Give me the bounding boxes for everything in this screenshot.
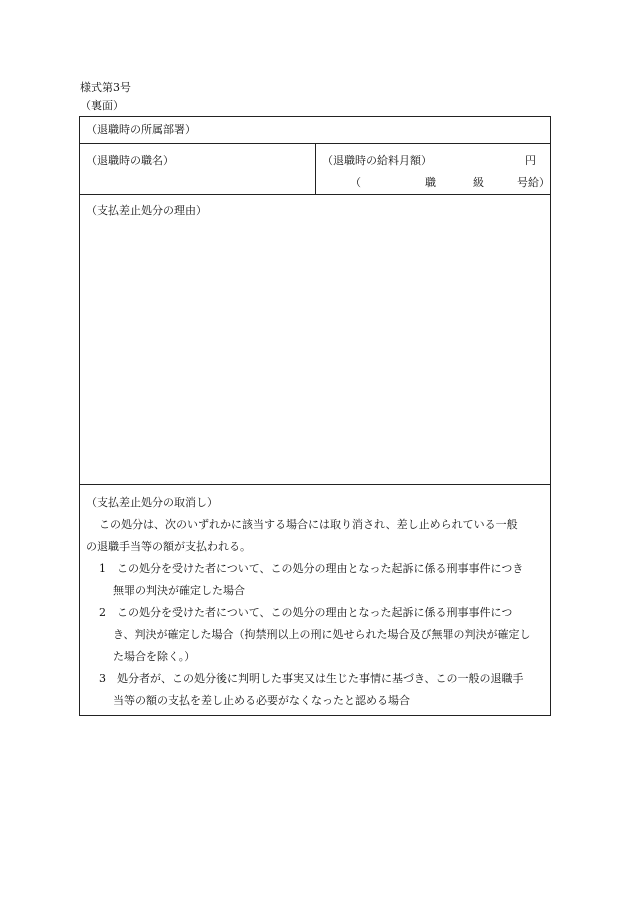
post-salary-row xyxy=(80,144,550,195)
salary-unit: 円 xyxy=(525,154,536,167)
cancellation-intro-line-2: の退職手当等の額が支払われる。 xyxy=(86,540,251,553)
cancellation-item-1-line-1: 1 この処分を受けた者について、この処分の理由となった起訴に係る刑事事件につき xyxy=(99,562,524,575)
form-table xyxy=(79,116,551,716)
department-label: （退職時の所属部署） xyxy=(86,123,196,136)
cancellation-label: （支払差止処分の取消し） xyxy=(86,496,218,509)
cancellation-row xyxy=(80,485,550,715)
grade-shoku-label: 職 xyxy=(425,176,436,189)
cancellation-item-3-line-2: 当等の額の支払を差し止める必要がなくなったと認める場合 xyxy=(113,694,410,707)
grade-open-paren: （ xyxy=(350,176,361,189)
form-number: 様式第3号 xyxy=(80,81,131,94)
cancellation-item-2-line-1: 2 この処分を受けた者について、この処分の理由となった起訴に係る刑事事件につ xyxy=(99,606,513,619)
cancellation-intro-line-1: この処分は、次のいずれかに該当する場合には取り消され、差し止められている一般 xyxy=(99,518,518,531)
reason-label: （支払差止処分の理由） xyxy=(86,204,207,217)
cancellation-item-2-line-3: た場合を除く。） xyxy=(113,650,196,663)
cancellation-item-1-line-2: 無罪の判決が確定した場合 xyxy=(113,584,245,597)
cancellation-item-3-line-1: 3 処分者が、この処分後に判明した事実又は生じた事情に基づき、この一般の退職手 xyxy=(99,672,524,685)
cancellation-item-2-line-2: き、判決が確定した場合（拘禁刑以上の刑に処せられた場合及び無罪の判決が確定し xyxy=(113,628,531,641)
back-side-label: （裏面） xyxy=(80,99,124,112)
salary-label: （退職時の給料月額） xyxy=(322,154,432,167)
cell-divider xyxy=(315,144,316,195)
grade-gokyu-label: 号給） xyxy=(517,176,550,189)
cancellation-text xyxy=(86,492,548,712)
department-row xyxy=(80,117,550,144)
reason-row xyxy=(80,195,550,485)
post-label: （退職時の職名） xyxy=(86,154,174,167)
grade-kyu-label: 級 xyxy=(473,176,484,189)
